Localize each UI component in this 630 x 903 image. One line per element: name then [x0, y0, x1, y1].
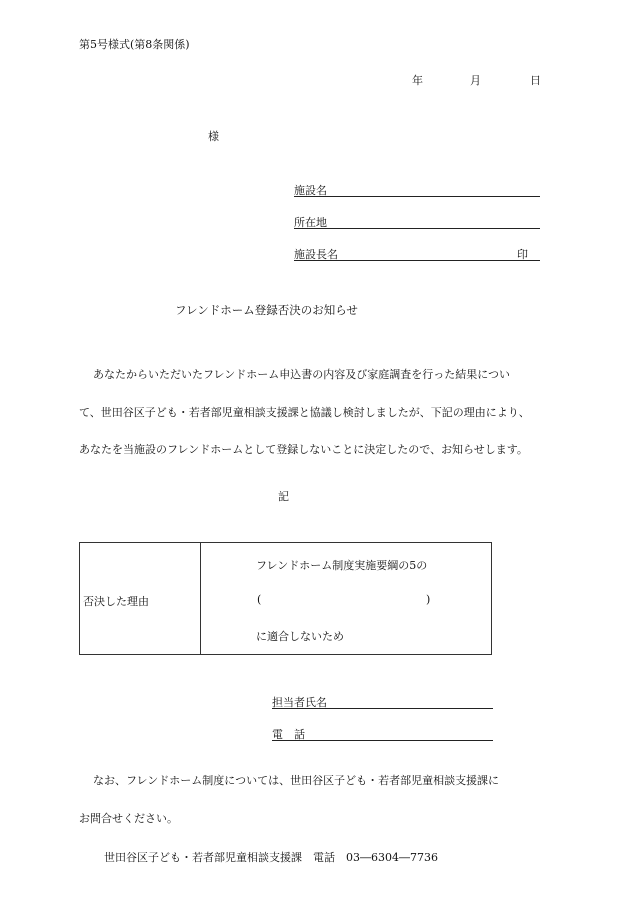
reason-line-3: に適合しないため — [256, 630, 344, 643]
body-line-3: あなたを当施設のフレンドホームとして登録しないことに決定したので、お知らせします。 — [79, 443, 528, 456]
recipient-suffix: 様 — [208, 130, 219, 143]
reason-label: 否決した理由 — [83, 595, 149, 608]
date-day: 日 — [530, 74, 541, 87]
address-label: 所在地 — [294, 216, 327, 229]
body-line-2: て、世田谷区子ども・若者部児童相談支援課と協議し検討しましたが、下記の理由により、 — [79, 406, 530, 419]
director-line — [294, 246, 540, 261]
facility-name-label: 施設名 — [294, 184, 327, 197]
reason-paren-open: ( — [257, 593, 262, 606]
phone-line — [272, 726, 493, 741]
note-line-2: お問合せください。 — [79, 812, 178, 825]
facility-name-line — [294, 182, 540, 197]
table-divider — [200, 543, 201, 654]
address-line — [294, 214, 540, 229]
body-line-1: あなたからいただいたフレンドホーム申込書の内容及び家庭調査を行った結果につい — [93, 368, 511, 381]
ki-heading: 記 — [278, 490, 289, 503]
seal-mark: 印 — [517, 248, 528, 261]
date-year: 年 — [412, 74, 423, 87]
form-number: 第5号様式(第8条関係) — [79, 38, 190, 51]
person-line — [272, 694, 493, 709]
director-label: 施設長名 — [294, 248, 338, 261]
date-month: 月 — [470, 74, 481, 87]
phone-label: 電 話 — [272, 728, 305, 741]
note-line-1: なお、フレンドホーム制度については、世田谷区子ども・若者部児童相談支援課に — [93, 774, 500, 787]
footer-contact: 世田谷区子ども・若者部児童相談支援課 電話 03―6304―7736 — [104, 851, 438, 864]
notice-title: フレンドホーム登録否決のお知らせ — [175, 303, 358, 317]
reason-paren-close: ) — [426, 593, 431, 606]
person-label: 担当者氏名 — [272, 696, 327, 709]
reason-line-1: フレンドホーム制度実施要綱の5の — [256, 559, 428, 572]
reason-table — [79, 542, 492, 655]
